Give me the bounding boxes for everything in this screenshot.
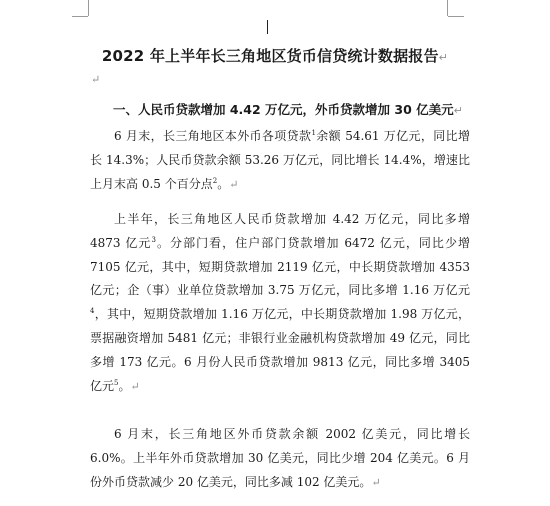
footnote-ref-1[interactable]: 1 [311, 129, 316, 137]
crop-mark-top-right-vertical [447, 0, 448, 16]
p2-text-b: 。分部门看，住户部门贷款增加 6472 亿元，同比少增 7105 亿元，其中，短期贷款增加 2119 亿元，中长期贷款增加 4353 亿元；企（事）业单位贷款增加 3.75 万亿元，同比多增 1.16 万亿元 [90, 235, 471, 298]
heading-text: 一、人民币贷款增加 4.42 万亿元，外币贷款增加 30 亿美元 [113, 102, 454, 117]
p3-text: 6 月末，长三角地区外币贷款余额 2002 亿美元，同比增长 6.0%。上半年外币贷款增加 30 亿美元，同比少增 204 亿美元。6 月份外币贷款减少 20 亿美元，同比多减 102 亿美元。 [90, 427, 470, 489]
footnote-ref-4[interactable]: 4 [90, 307, 95, 316]
p2-text-c: ，其中，短期贷款增加 1.16 万亿元，中长期贷款增加 1.98 万亿元，票据融资增加 5481 亿元；非银行业金融机构贷款增加 49 亿元，同比多增 173 亿元。6 月份人民币贷款增加 9813 亿元，同比多增 3405 亿元 [90, 307, 470, 393]
paragraph-2[interactable] [90, 208, 470, 398]
p1-text-b: 余额 54.61 万亿元，同比增长 14.3%；人民币贷款余额 53.26 万亿元，同比增长 14.4%，增速比上月末高 0.5 个百分点 [90, 129, 471, 191]
title-text: 2022 年上半年长三角地区货币信贷统计数据报告 [101, 47, 439, 65]
footnote-ref-2[interactable]: 2 [212, 176, 218, 185]
paragraph-mark-icon: ↵ [453, 104, 463, 117]
paragraph-mark-icon: ↵ [130, 379, 140, 393]
paragraph-mark-icon: ↵ [371, 475, 381, 489]
footnote-ref-3[interactable]: 3 [151, 235, 156, 244]
paragraph-1[interactable] [90, 125, 470, 196]
crop-mark-top-left-horizontal [72, 16, 88, 17]
p2-text-a: 上半年，长三角地区人民币贷款增加 4.42 万亿元，同比多增 4873 亿元 [90, 212, 470, 250]
paragraph-mark-icon: ↵ [229, 177, 239, 191]
paragraph-mark-icon: ↵ [91, 73, 101, 86]
text-cursor [267, 20, 268, 34]
footnote-ref-5[interactable]: 5 [114, 378, 119, 387]
paragraph-mark-icon: ↵ [438, 51, 449, 64]
p2-text-d: 。 [118, 378, 131, 393]
p1-text-a: 6 月末，长三角地区本外币各项贷款 [114, 129, 312, 143]
p1-text-c: 。 [217, 176, 230, 191]
crop-mark-top-right-horizontal [448, 16, 464, 17]
document-title[interactable] [0, 45, 550, 66]
section-heading[interactable] [113, 100, 463, 118]
paragraph-3[interactable] [90, 423, 470, 494]
crop-mark-top-left-vertical [88, 0, 89, 16]
